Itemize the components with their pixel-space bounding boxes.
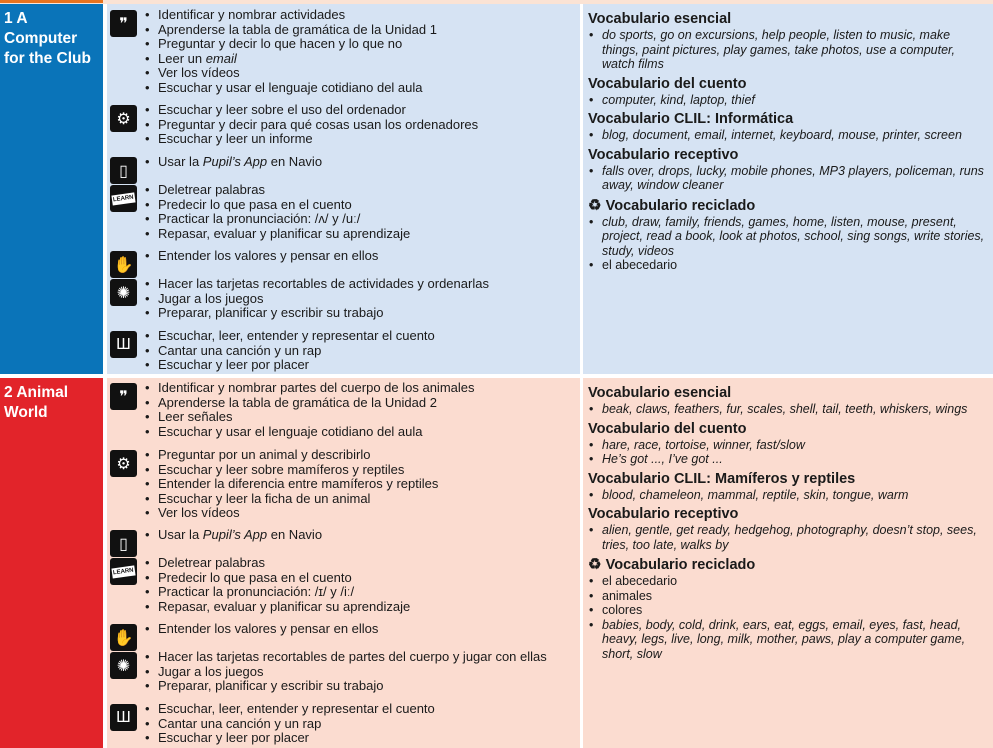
text-segment: Usar la [158,527,203,542]
vocab-list [588,523,988,552]
text-segment: el abecedario [602,258,678,272]
list-item [144,155,322,170]
list-item [588,28,988,72]
list-item [144,132,478,147]
text-segment: Identificar y nombrar partes del cuerpo de los animales [158,380,475,395]
objective-list [144,249,378,264]
text-segment: Ver los vídeos [158,505,240,520]
text-segment: Escuchar y usar el lenguaje cotidiano del aula [158,423,423,439]
vocab-heading [588,76,988,93]
text-segment: Preguntar por un animal y describirlo [158,447,371,462]
list-item [144,52,437,67]
vocab-heading [588,421,988,438]
list-item [144,249,378,264]
objective-list [144,277,489,321]
vocab-heading-text: Vocabulario receptivo [588,146,739,163]
vocab-heading-text: Vocabulario del cuento [588,420,747,437]
list-item [588,164,988,193]
text-segment: Hacer las tarjetas recortables de partes del cuerpo y jugar con ellas [158,649,547,664]
list-item [588,438,988,453]
text-segment: Repasar, evaluar y planificar su aprendizaje [158,225,411,241]
vocab-list [588,574,988,661]
text-segment: falls over, drops, lucky, mobile phones, MP3 players, policeman, runs away, window cleaner [602,163,984,192]
list-item [588,452,988,467]
text-segment: Deletrear palabras [158,182,265,197]
list-item [144,463,438,478]
text-segment: Hacer las tarjetas recortables de actividades y ordenarlas [158,276,489,291]
objective-list [144,329,435,373]
unit-title: 1 A Computer for the Club [0,4,103,374]
list-item [144,329,435,344]
vocab-list [588,488,988,503]
list-item [144,81,437,96]
text-segment: Entender la diferencia entre mamíferos y reptiles [158,476,439,491]
text-segment: blood, chameleon, mammal, reptile, skin, tongue, warm [602,487,909,502]
text-segment: Aprenderse la tabla de gramática de la Unidad 2 [158,394,437,410]
text-segment: Pupil’s App [202,527,268,542]
text-segment: alien, gentle, get ready, hedgehog, photography, doesn’t stop, sees, tries, too late, walks by [602,523,977,552]
list-item [588,488,988,503]
text-segment: Deletrear palabras [158,555,265,570]
text-segment: email [205,50,237,66]
list-item [144,277,489,292]
list-item [144,717,435,732]
text-segment: Preparar, planificar y escribir su trabajo [158,678,384,693]
objective-list [144,556,410,614]
list-item [588,603,988,618]
objective-list [144,155,322,170]
text-segment: el abecedario [602,574,678,588]
list-item [144,492,438,507]
text-segment: Escuchar y leer sobre mamíferos y reptiles [158,461,405,477]
text-segment: en Navio [267,527,323,542]
learn-book-icon: LEARN [110,558,137,585]
text-segment: Escuchar y leer la ficha de un animal [158,490,371,506]
learn-book-icon: LEARN [110,185,137,212]
list-item [144,37,437,52]
text-segment: blog, document, email, internet, keyboard, mouse, printer, screen [602,128,962,142]
text-segment: Predecir lo que pasa en el cuento [158,569,352,585]
text-segment: Usar la [158,154,203,169]
thinking-gears-icon: ⚙ [110,105,137,132]
list-item [144,665,547,680]
text-segment: He’s got ..., I’ve got ... [602,452,723,466]
list-item [144,396,475,411]
objective-list [144,702,435,746]
text-segment: Entender los valores y pensar en ellos [158,621,379,636]
orange-accent [0,0,103,3]
vocab-heading-text: Vocabulario CLIL: Mamíferos y reptiles [588,470,856,487]
list-item [144,571,410,586]
text-segment: babies, body, cold, drink, ears, eat, eggs, email, eyes, fast, head, heavy, legs, live, long, milk, mother, paws, play a computer game, short, slow [602,617,966,661]
list-item [144,198,410,213]
text-segment: Preguntar y decir lo que hacen y lo que no [158,36,403,51]
vocab-heading-text: Vocabulario reciclado [605,557,756,573]
objectives-column [107,378,580,748]
list-item [588,402,988,417]
vocab-heading-text: Vocabulario CLIL: Informática [588,111,794,127]
objective-list [144,103,478,147]
vocab-list [588,215,988,273]
list-item [144,183,410,198]
text-segment: Escuchar, leer, entender y representar el cuento [158,328,435,343]
list-item [588,574,988,589]
text-segment: Leer un [158,50,206,66]
list-item [144,23,437,38]
list-item [144,212,410,227]
list-item [144,585,410,600]
mouse-icon: ▯ [110,157,137,184]
speech-bubbles-icon: ❞ [110,383,137,410]
objective-list [144,650,547,694]
vocab-heading [588,147,988,164]
list-item [144,358,435,373]
list-item [144,292,489,307]
objective-list [144,448,438,521]
list-item [144,702,435,717]
handshake-icon: ✋ [110,624,137,651]
list-item [144,381,475,396]
list-item [144,556,410,571]
text-segment: Escuchar y leer sobre el uso del ordenador [158,102,406,117]
list-item [144,448,438,463]
unit-row [0,378,993,748]
text-segment: Repasar, evaluar y planificar su aprendizaje [158,598,411,614]
vocab-list [588,28,988,72]
text-segment: Aprenderse la tabla de gramática de la Unidad 1 [158,21,437,37]
text-segment: do sports, go on excursions, help people, listen to music, make things, paint pictures, play games, take photos, use a computer, watch films [602,28,955,71]
objective-list [144,183,410,241]
list-item [144,306,489,321]
speech-bubbles-icon: ❞ [110,10,137,37]
museum-icon: Ш [110,704,137,731]
text-segment: Pupil’s App [202,154,268,169]
vocab-heading-text: Vocabulario reciclado [605,197,756,214]
text-segment: en Navio [267,154,323,169]
text-segment: computer, kind, laptop, thief [602,92,755,107]
list-item [144,66,437,81]
list-item [144,227,410,242]
text-segment: Preparar, planificar y escribir su trabajo [158,305,384,320]
objectives-column [107,4,580,374]
handshake-icon: ✋ [110,251,137,278]
unit-title: 2 Animal World [0,378,103,748]
vocab-heading [588,506,988,523]
vocab-list [588,128,988,143]
text-segment: Jugar a los juegos [158,290,264,306]
objective-list [144,622,378,637]
text-segment: Escuchar y usar el lenguaje cotidiano del aula [158,79,423,95]
text-segment: colores [602,603,643,617]
text-segment: Escuchar y leer un informe [158,131,313,146]
list-item [144,118,478,133]
text-segment: Escuchar y leer por placer [158,730,310,745]
list-item [144,528,322,543]
list-item [588,93,988,108]
vocab-list [588,438,988,467]
vocabulary-column [583,378,993,748]
list-item [144,731,435,746]
vocab-heading-text: Vocabulario esencial [588,385,732,401]
text-segment: Predecir lo que pasa en el cuento [158,196,352,212]
vocab-heading [588,385,988,402]
text-segment: Cantar una canción y un rap [158,342,322,358]
list-item [144,622,378,637]
vocab-heading [588,111,988,128]
text-segment: Escuchar y leer por placer [158,357,310,372]
vocab-heading [588,471,988,488]
text-segment: animales [602,588,653,603]
vocab-heading [588,11,988,28]
list-item [144,103,478,118]
list-item [144,344,435,359]
vocab-heading [588,556,988,574]
list-item [144,477,438,492]
text-segment: Practicar la pronunciación: /ɪ/ y /iː/ [158,584,355,599]
list-item [588,589,988,604]
text-segment: Leer señales [158,409,233,424]
list-item [144,410,475,425]
list-item [144,650,547,665]
text-segment: club, draw, family, friends, games, home, listen, mouse, present, project, read a book, look at photos, school, sing songs, write stories, study, videos [602,214,985,258]
text-segment: hare, race, tortoise, winner, fast/slow [602,437,805,452]
mouse-icon: ▯ [110,530,137,557]
list-item [144,679,547,694]
museum-icon: Ш [110,331,137,358]
recycle-icon: ♻ [588,556,606,573]
list-item [588,215,988,259]
text-segment: Escuchar, leer, entender y representar el cuento [158,701,435,716]
lightbulb-icon: ✺ [110,652,137,679]
text-segment: Cantar una canción y un rap [158,715,322,731]
lightbulb-icon: ✺ [110,279,137,306]
list-item [144,506,438,521]
list-item [588,523,988,552]
list-item [588,128,988,143]
vocabulary-column [583,4,993,374]
list-item [144,8,437,23]
text-segment: Practicar la pronunciación: /ʌ/ y /uː/ [158,211,361,226]
list-item [144,600,410,615]
list-item [588,618,988,662]
text-segment: Preguntar y decir para qué cosas usan los ordenadores [158,116,479,132]
vocab-heading-text: Vocabulario del cuento [588,75,747,92]
recycle-icon: ♻ [588,196,606,214]
thinking-gears-icon: ⚙ [110,450,137,477]
objective-list [144,528,322,543]
vocab-heading [588,197,988,215]
vocab-list [588,164,988,193]
text-segment: Identificar y nombrar actividades [158,7,346,22]
list-item [144,425,475,440]
text-segment: Entender los valores y pensar en ellos [158,248,379,263]
text-segment: beak, claws, feathers, fur, scales, shell, tail, teeth, whiskers, wings [602,402,968,416]
text-segment: Ver los vídeos [158,65,240,80]
vocab-heading-text: Vocabulario receptivo [588,506,739,522]
vocab-list [588,402,988,417]
vocab-heading-text: Vocabulario esencial [588,11,732,27]
list-item [588,258,988,273]
unit-row [0,4,993,374]
objective-list [144,8,437,95]
text-segment: Jugar a los juegos [158,663,264,679]
objective-list [144,381,475,439]
vocab-list [588,93,988,108]
